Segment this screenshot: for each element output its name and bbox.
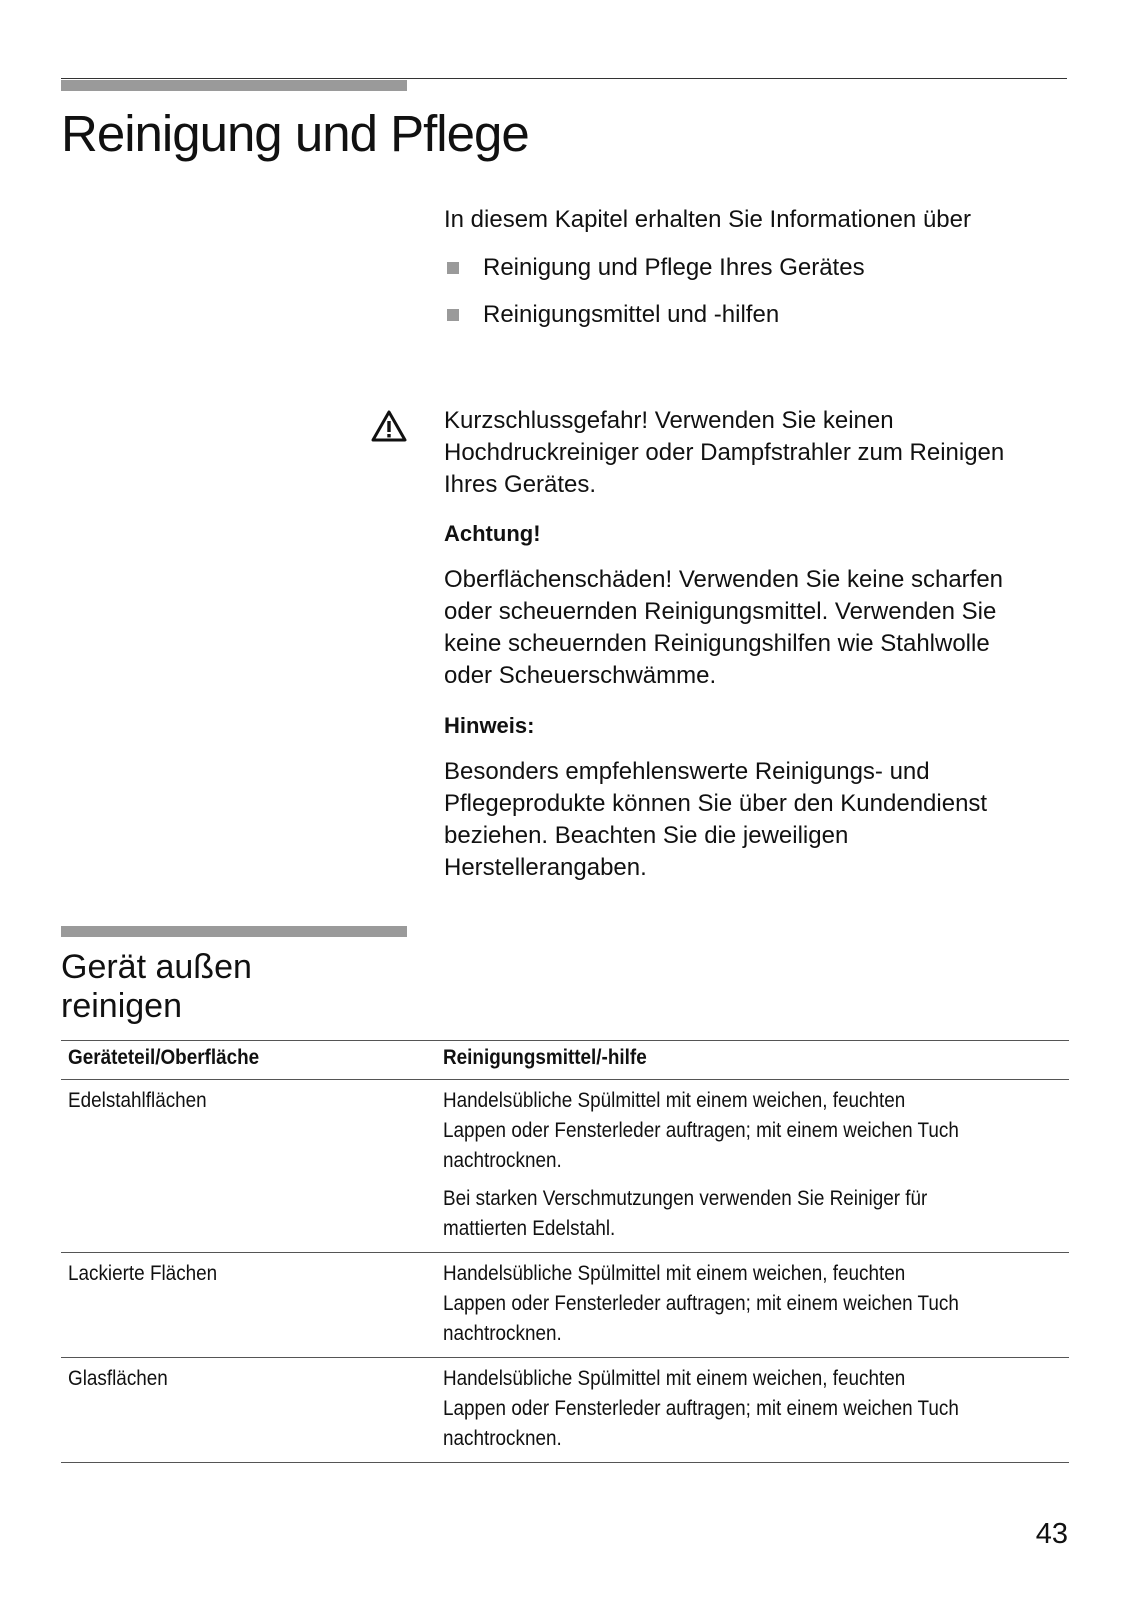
- note-text: [444, 756, 1074, 884]
- note-line: Besonders empfehlenswerte Reinigungs- und: [444, 758, 930, 785]
- note-label: Hinweis:: [444, 713, 535, 738]
- note-line: beziehen. Beachten Sie die jeweiligen: [444, 822, 849, 849]
- section-bar-thick: [61, 926, 407, 937]
- table-row: [61, 1080, 1069, 1253]
- table-cell-line: nachtrocknen.: [443, 1149, 562, 1172]
- table-cell-agent: [443, 1364, 1069, 1454]
- table-cell-part: Edelstahlflächen: [68, 1089, 207, 1112]
- cleaning-table: [61, 1040, 1069, 1463]
- warning-triangle-icon: [370, 409, 408, 443]
- table-header-part: Geräteteil/Oberfläche: [68, 1046, 260, 1069]
- table-row: [61, 1358, 1069, 1463]
- caution-label: Achtung!: [444, 521, 541, 546]
- table-cell-line: mattierten Edelstahl.: [443, 1217, 616, 1240]
- section-title-line: Gerät außen: [61, 948, 252, 986]
- warning-line: Ihres Gerätes.: [444, 471, 597, 498]
- bullet-square-icon: [447, 309, 459, 321]
- table-cell-line: Lappen oder Fensterleder auftragen; mit einem weichen Tuch: [443, 1119, 959, 1142]
- caution-text: [444, 564, 1074, 692]
- table-cell-line: Bei starken Verschmutzungen verwenden Sie Reiniger für: [443, 1187, 928, 1210]
- table-cell-part: Lackierte Flächen: [68, 1262, 218, 1285]
- table-cell-line: Handelsübliche Spülmittel mit einem weichen, feuchten: [443, 1367, 906, 1390]
- chapter-intro: In diesem Kapitel erhalten Sie Informationen über: [444, 206, 971, 233]
- table-cell-agent: [443, 1086, 1069, 1244]
- caution-line: oder scheuernden Reinigungsmittel. Verwenden Sie: [444, 598, 997, 625]
- table-cell-line: Lappen oder Fensterleder auftragen; mit einem weichen Tuch: [443, 1292, 959, 1315]
- list-item: [444, 252, 1064, 284]
- table-cell-line: nachtrocknen.: [443, 1427, 562, 1450]
- bullet-text: Reinigungsmittel und -hilfen: [483, 301, 780, 328]
- table-cell-part: Glasflächen: [68, 1367, 168, 1390]
- note-line: Herstellerangaben.: [444, 854, 647, 881]
- warning-line: Kurzschlussgefahr! Verwenden Sie keinen: [444, 407, 894, 434]
- table-cell-line: Handelsübliche Spülmittel mit einem weichen, feuchten: [443, 1089, 906, 1112]
- bullet-square-icon: [447, 262, 459, 274]
- chapter-bullet-list: [444, 252, 1064, 331]
- chapter-rule-thin: [61, 78, 1067, 79]
- table-row: [61, 1253, 1069, 1358]
- table-cell-agent: [443, 1259, 1069, 1349]
- section-title-line: reinigen: [61, 987, 182, 1025]
- warning-line: Hochdruckreiniger oder Dampfstrahler zum Reinigen: [444, 439, 1005, 466]
- page-number: 43: [1035, 1518, 1068, 1550]
- chapter-bar-thick: [61, 80, 407, 91]
- table-header-row: [61, 1040, 1069, 1080]
- section-title: [61, 948, 252, 1026]
- table-cell-line: nachtrocknen.: [443, 1322, 562, 1345]
- caution-line: keine scheuernden Reinigungshilfen wie Stahlwolle: [444, 630, 990, 657]
- bullet-text: Reinigung und Pflege Ihres Gerätes: [483, 254, 865, 281]
- warning-text: [444, 405, 1074, 501]
- table-header-agent: Reinigungsmittel/-hilfe: [443, 1046, 647, 1069]
- list-item: [444, 299, 1064, 331]
- caution-line: oder Scheuerschwämme.: [444, 662, 717, 689]
- chapter-title: Reinigung und Pflege: [61, 105, 529, 162]
- caution-line: Oberflächenschäden! Verwenden Sie keine scharfen: [444, 566, 1004, 593]
- table-cell-line: Lappen oder Fensterleder auftragen; mit einem weichen Tuch: [443, 1397, 959, 1420]
- table-cell-line: Handelsübliche Spülmittel mit einem weichen, feuchten: [443, 1262, 906, 1285]
- note-line: Pflegeprodukte können Sie über den Kundendienst: [444, 790, 988, 817]
